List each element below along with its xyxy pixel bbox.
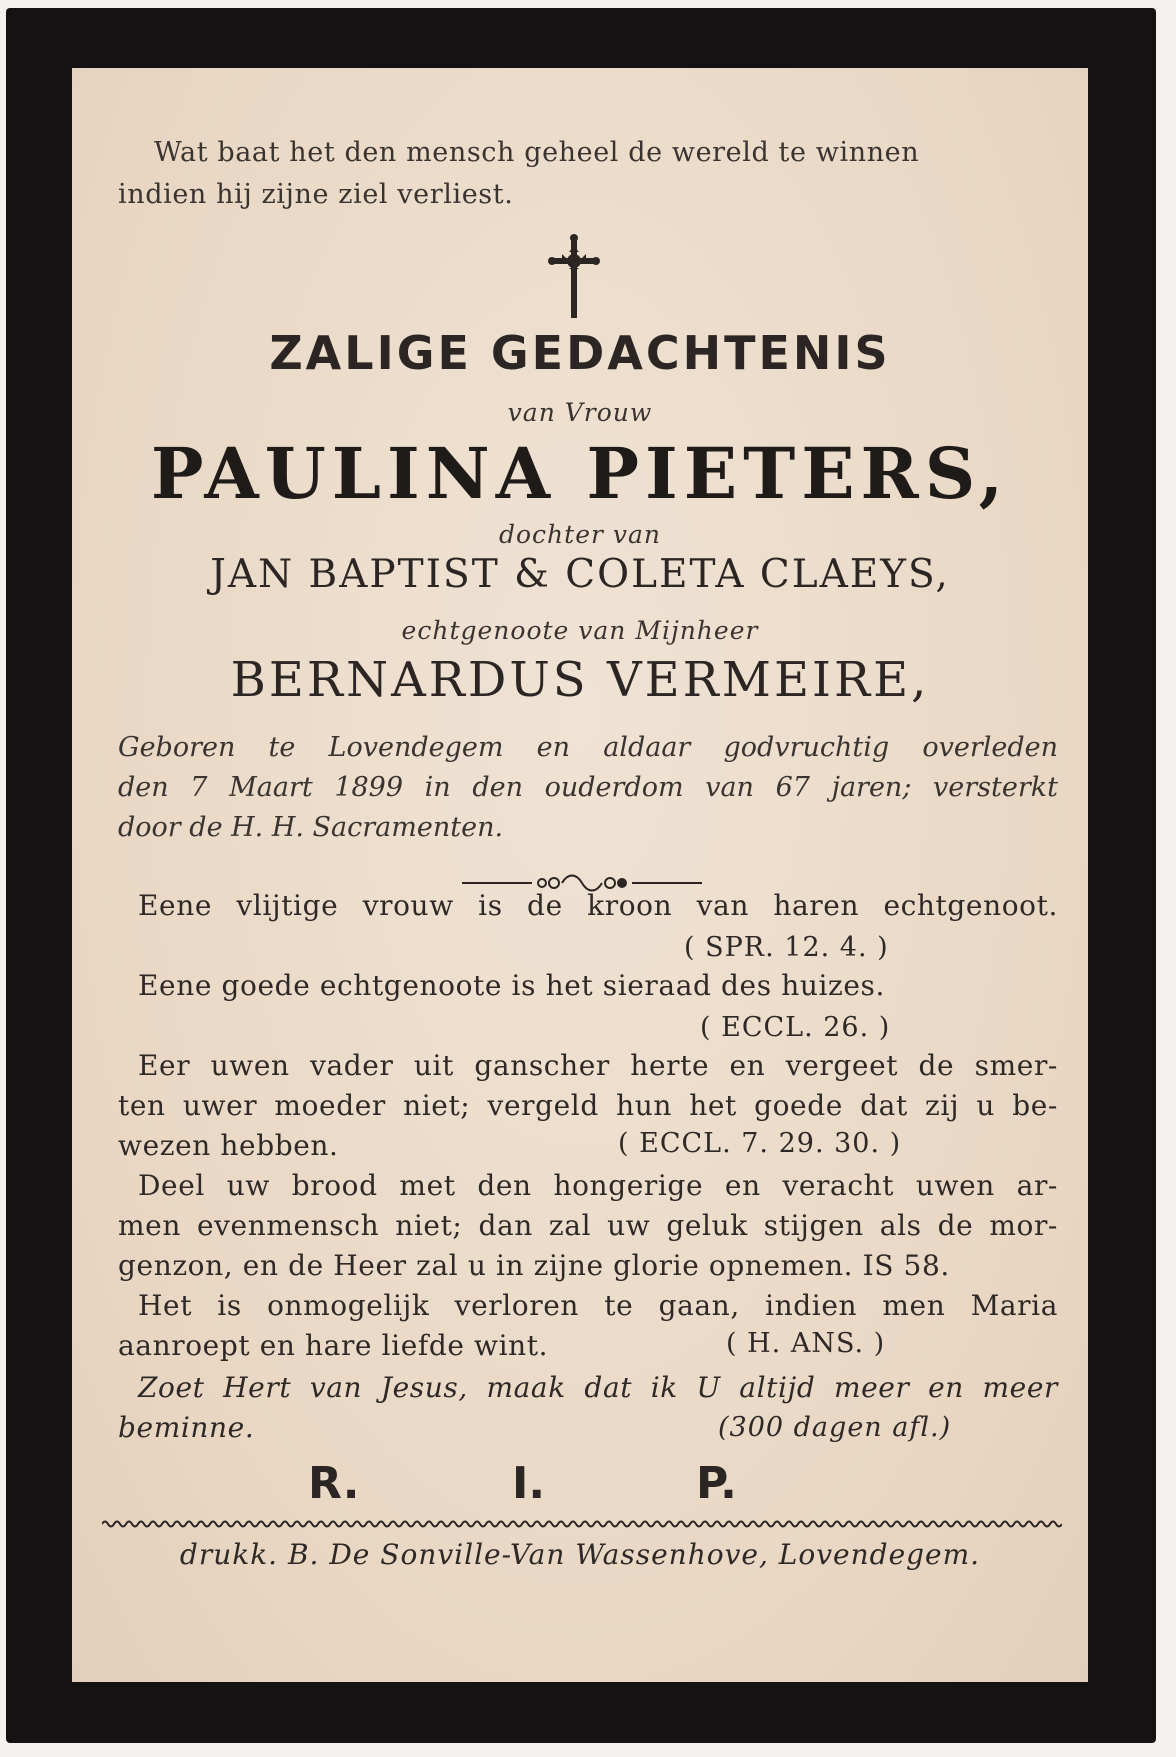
quote-2-line-1: Eene goede echtgenoote is het sieraad des huizes.: [138, 969, 886, 1002]
prayer-line-2: beminne.: [118, 1411, 255, 1444]
quote-3-reference: ( ECCL. 7. 29. 30. ): [618, 1128, 902, 1159]
quote-3-line-1: Eer uwen vader uit ganscher herte en vergeet de smer-: [138, 1049, 1058, 1082]
deceased-name: PAULINA PIETERS,: [150, 432, 1010, 515]
epigraph-line-1: Wat baat het den mensch geheel de wereld te winnen: [154, 137, 920, 168]
printer-credit: drukk. B. De Sonville-Van Wassenhove, Lovendegem.: [179, 1538, 981, 1571]
memorial-card: [72, 68, 1088, 1682]
indulgence-note: (300 dagen afl.): [718, 1412, 952, 1443]
card-title: ZALIGE GEDACHTENIS: [269, 326, 891, 380]
rip-i: I.: [512, 1458, 546, 1509]
van-vrouw-label: van Vrouw: [507, 398, 653, 427]
wavy-rule: [102, 1516, 1062, 1532]
parents-names: JAN BAPTIST & COLETA CLAEYS,: [210, 552, 950, 597]
bio-line-3: door de H. H. Sacramenten.: [118, 812, 504, 843]
quote-5-line-1: Het is onmogelijk verloren te gaan, indien men Maria: [138, 1289, 1058, 1322]
epigraph-line-2: indien hij zijne ziel verliest.: [118, 179, 514, 210]
quote-4-line-1: Deel uw brood met den hongerige en veracht uwen ar-: [138, 1169, 1058, 1202]
dochter-van-label: dochter van: [498, 520, 662, 549]
prayer-line-1: Zoet Hert van Jesus, maak dat ik U altijd meer en meer: [138, 1371, 1058, 1404]
quote-5-reference: ( H. ANS. ): [726, 1328, 886, 1359]
quote-1-line-1: Eene vlijtige vrouw is de kroon van haren echtgenoot.: [138, 889, 1058, 922]
rip-r: R.: [308, 1458, 360, 1509]
quote-2-reference: ( ECCL. 26. ): [700, 1012, 891, 1043]
husband-name: BERNARDUS VERMEIRE,: [230, 652, 930, 708]
echtgenoote-label: echtgenoote van Mijnheer: [401, 616, 759, 645]
quote-3-line-3: wezen hebben.: [118, 1129, 339, 1162]
quote-5-line-2: aanroept en hare liefde wint.: [118, 1329, 549, 1362]
bio-line-2: den 7 Maart 1899 in den ouderdom van 67 jaren; versterkt: [118, 772, 1058, 803]
bio-line-1: Geboren te Lovendegem en aldaar godvruchtig overleden: [118, 732, 1058, 763]
quote-1-reference: ( SPR. 12. 4. ): [684, 932, 889, 963]
quote-4-line-3: genzon, en de Heer zal u in zijne glorie opnemen. IS 58.: [118, 1249, 950, 1282]
quote-3-line-2: ten uwer moeder niet; vergeld hun het goede dat zij u be-: [118, 1089, 1058, 1122]
quote-4-line-2: men evenmensch niet; dan zal uw geluk stijgen als de mor-: [118, 1209, 1058, 1242]
ornate-cross-icon: [544, 232, 604, 322]
rip-p: P.: [696, 1458, 737, 1509]
